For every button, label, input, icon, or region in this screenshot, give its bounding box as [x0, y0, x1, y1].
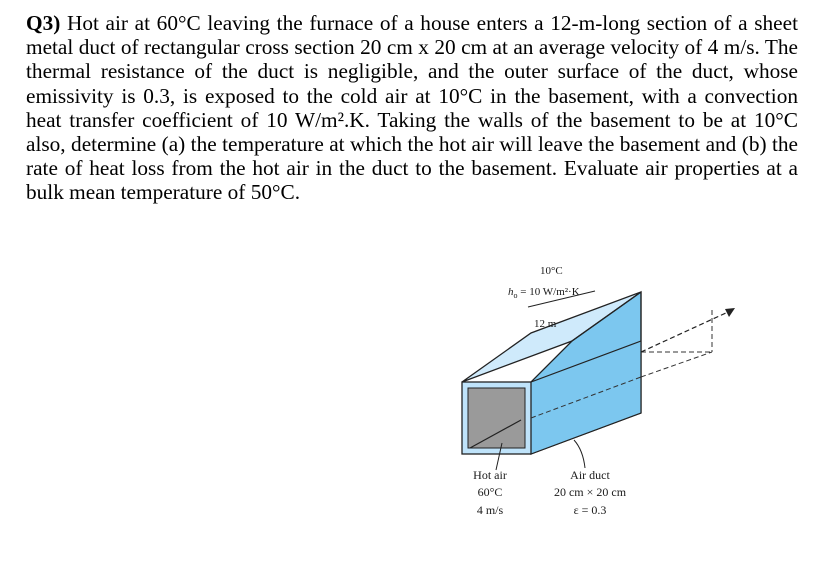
hot-air-velocity: 4 m/s	[476, 503, 504, 517]
question-number: Q3)	[26, 11, 61, 35]
ambient-temp-label: 10°C	[540, 265, 563, 277]
hot-air-temp: 60°C	[477, 485, 503, 499]
duct-title: Air duct	[570, 468, 610, 482]
emissivity-label: ε = 0.3	[573, 503, 607, 517]
flow-line-outlet	[641, 312, 728, 352]
flow-arrow-icon	[725, 308, 735, 317]
question-text: Hot air at 60°C leaving the furnace of a house enters a 12-m-long section of a sheet metal duct of rectangular cross section 20 cm x 20 cm at an average velocity of 4 m/s. The thermal resistance of the duct is negligible, and the outer surface of the duct, whose emissivity is 0.3, is exposed to the cold air at 10°C in the basement, with a convection heat transfer coefficient of 10 W/m².K. Taking the walls of the basement to be at 10°C also, determine (a) the temperature at which the hot air will leave the basement and (b) the rate of heat loss from the hot air in the duct to the basement. Evaluate air properties at a bulk mean temperature of 50°C.	[26, 11, 799, 205]
length-label: 12 m	[534, 318, 557, 330]
duct-opening	[468, 388, 525, 448]
hot-air-title: Hot air	[473, 468, 507, 482]
h-coefficient-label: $h_o = 10$ W/m²·K	[508, 286, 580, 300]
duct-size: 20 cm × 20 cm	[553, 485, 627, 499]
